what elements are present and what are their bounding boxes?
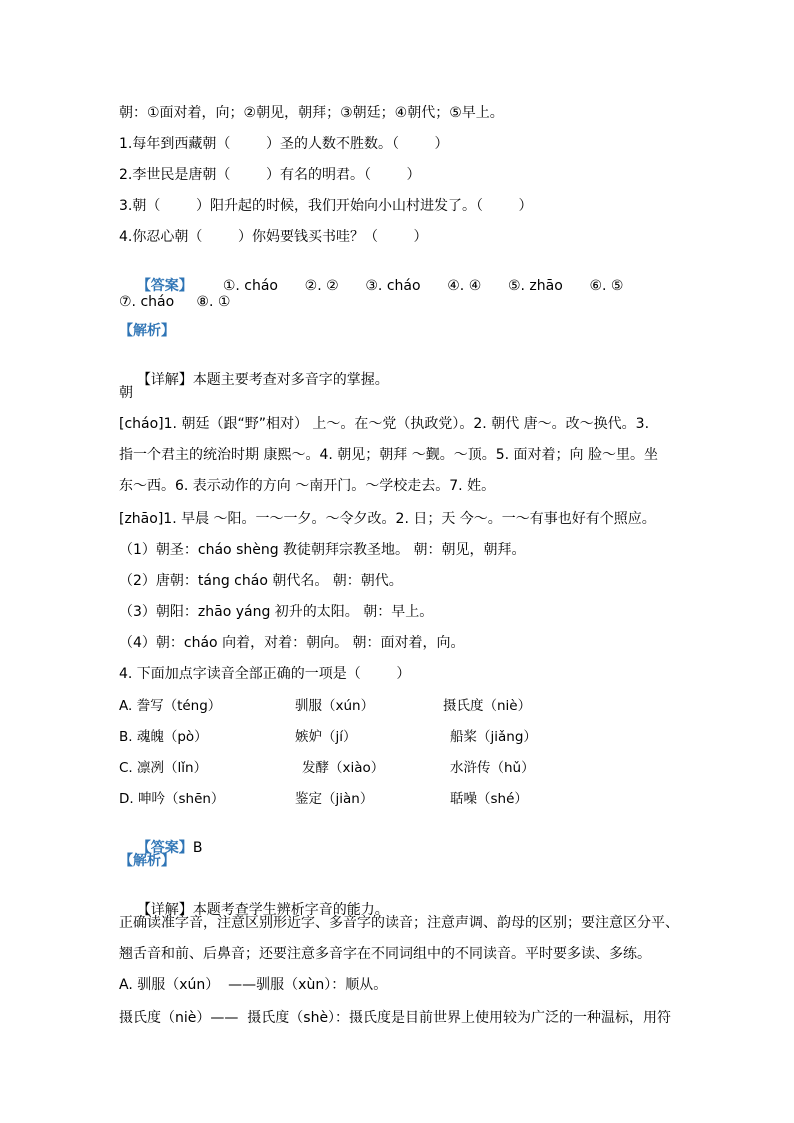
analysis-tag: 【解析】 [119, 323, 175, 339]
analysis-2-tag: 【解析】 [119, 853, 175, 869]
question-3: 3.朝（ ）阳升起的时候，我们开始向小山村进发了。（ ） [119, 198, 533, 214]
detail-2-text: 本题考查学生辨析字音的能力。 [192, 902, 389, 918]
analysis-2-line: 正确读准字音，注意区别形近字、多音字的读音；注意声调、韵母的区别；要注意区分平、 [119, 915, 679, 931]
option-a-3: 摄氏度（niè） [443, 698, 532, 714]
option-a-2: 驯服（xún） [295, 698, 375, 714]
answer-2-tag: 【答案】 [136, 840, 193, 856]
detail-text: 本题主要考查对多音字的掌握。 [192, 372, 389, 388]
detail-line [119, 353, 389, 407]
answer-values: ①. cháo ②. ② ③. cháo ④. ④ ⑤. zhāo ⑥. ⑤ [222, 278, 624, 294]
explanation-line: （3）朝阳：zhāo yáng 初升的太阳。 朝：早上。 [119, 604, 434, 620]
option-a-1: A. 誊写（téng） [119, 698, 222, 714]
explanation-line: （2）唐朝：táng cháo 朝代名。 朝：朝代。 [119, 573, 403, 589]
analysis-2-line: A. 驯服（xún） ——驯服（xùn）：顺从。 [119, 977, 388, 993]
option-c-1: C. 凛冽（lǐn） [119, 760, 208, 776]
question-stem: 4. 下面加点字读音全部正确的一项是（ ） [119, 666, 411, 682]
option-c-2: 发酵（xiào） [302, 760, 385, 776]
definition-line: [cháo]1. 朝廷（跟“野”相对） 上～。在～党（执政党）。2. 朝代 唐～。改～换代。3. [119, 416, 650, 432]
option-b-3: 船桨（jiǎng） [450, 729, 537, 745]
option-d-3: 聒噪（shé） [450, 791, 528, 807]
option-d-1: D. 呻吟（shēn） [119, 791, 225, 807]
option-b-1: B. 魂魄（pò） [119, 729, 208, 745]
option-c-3: 水浒传（hǔ） [450, 760, 535, 776]
option-b-2: 嫉妒（jí） [295, 729, 357, 745]
headword: 朝 [119, 385, 133, 401]
question-4: 4.你忍心朝（ ）你妈要钱买书哇？（ ） [119, 229, 428, 245]
detail-2-tag: 【详解】 [136, 902, 193, 918]
analysis-2-line: 摄氏度（niè）—— 摄氏度（shè）：摄氏度是目前世界上使用较为广泛的一种温标，用符 [119, 1010, 672, 1026]
definition-line: [zhāo]1. 早晨 ～阳。一～一夕。～令夕改。2. 日；天 今～。一～有事也好有个照应。 [119, 511, 656, 527]
question-1: 1.每年到西藏朝（ ）圣的人数不胜数。（ ） [119, 136, 449, 152]
definition-line: 指一个君主的统治时期 康熙～。4. 朝见；朝拜 ～觐。～顶。5. 面对着；向 脸～里。坐 [119, 447, 658, 463]
definition-line: 东～西。6. 表示动作的方向 ～南开门。～学校走去。7. 姓。 [119, 478, 496, 494]
explanation-line: （1）朝圣：cháo shèng 教徒朝拜宗教圣地。 朝：朝见，朝拜。 [119, 542, 526, 558]
detail-tag: 【详解】 [136, 372, 193, 388]
answer-tag: 【答案】 [136, 278, 193, 294]
explanation-line: （4）朝：cháo 向着，对着：朝向。 朝：面对着，向。 [119, 635, 465, 651]
answer-2-value: B [192, 840, 203, 856]
analysis-2-line: 翘舌音和前、后鼻音；还要注意多音字在不同词组中的不同读音。平时要多读、多练。 [119, 946, 651, 962]
question-2: 2.李世民是唐朝（ ）有名的明君。（ ） [119, 167, 421, 183]
option-d-2: 鉴定（jiàn） [295, 791, 374, 807]
answer-line-2: ⑦. cháo ⑧. ① [119, 294, 231, 310]
intro-line: 朝：①面对着，向；②朝见，朝拜；③朝廷；④朝代；⑤早上。 [119, 105, 504, 121]
